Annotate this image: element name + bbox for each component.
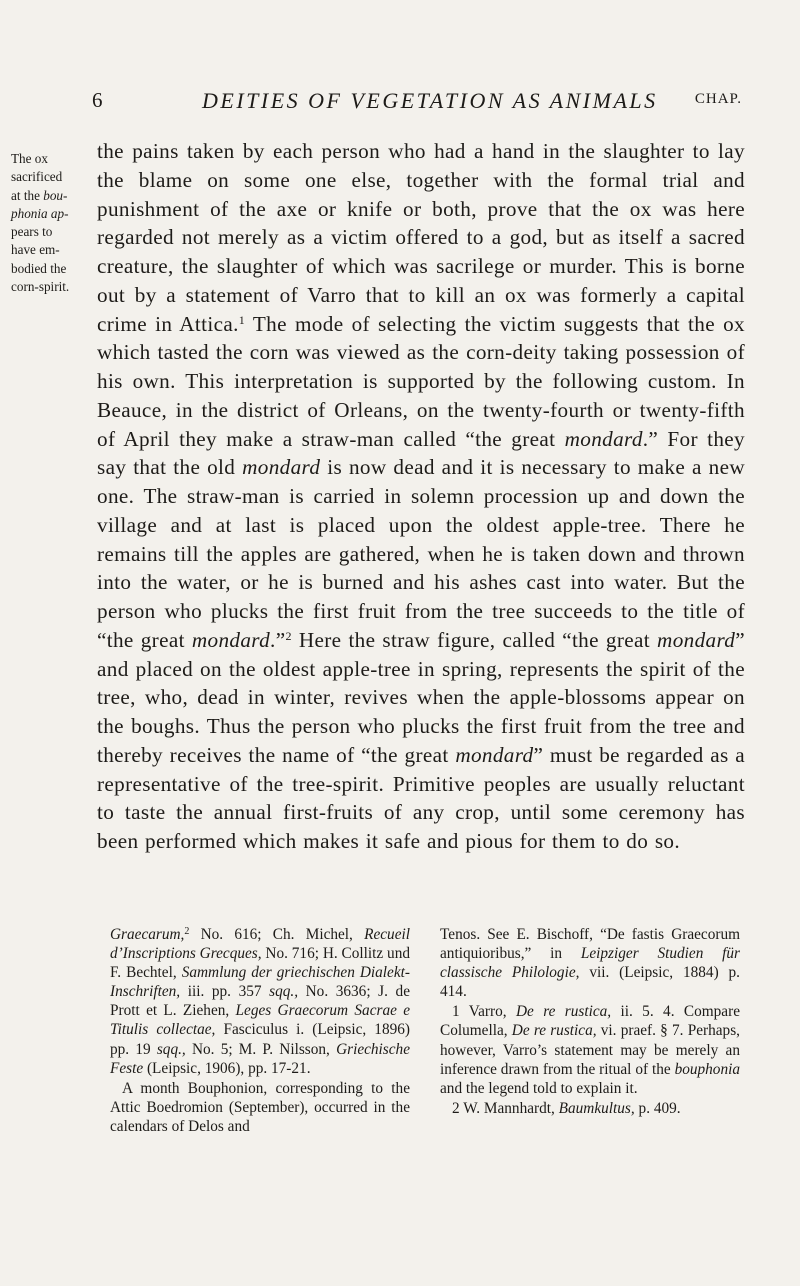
footnote-1: 1 Varro, De re rustica, ii. 5. 4. Compare Columella, De re rustica, vi. praef. § 7. Perhaps, however, Varro’s statement may be merely an inference drawn from the ritual of the bouphonia and the legend told to explain it.	[440, 1003, 740, 1097]
footnotes-right-column	[440, 925, 740, 1118]
marginal-note	[11, 150, 91, 296]
footnotes-left-column	[110, 925, 410, 1136]
marginal-note-line: have em-	[11, 242, 60, 258]
marginal-note-line: phonia ap-	[11, 205, 69, 221]
running-title: DEITIES OF VEGETATION AS ANIMALS	[202, 88, 658, 113]
chapter-label: CHAP.	[694, 91, 742, 107]
footnote-ref-1: 1	[238, 312, 246, 327]
footnote-continued: Graecarum,$^2$ No. 616; Ch. Michel, Recueil d’Inscriptions Grecques, No. 716; H. Collitz und F. Bechtel, Sammlung der griechischen Dialekt-Inschriften, iii. pp. 357 sqq., No. 3636; J. de Prott et L. Ziehen, Leges Graecorum Sacrae e Titulis collectae, Fasciculus i. (Leipsic, 1896) pp. 19 sqq., No. 5; M. P. Nilsson, Griechische Feste (Leipsic, 1906), pp. 17-21.	[110, 926, 410, 1077]
marginal-note-italic: bou-	[43, 187, 68, 203]
marginal-note-line: sacrificed	[11, 169, 63, 185]
footnote-ref-2: 2	[285, 628, 292, 643]
marginal-note-line: corn-spirit.	[11, 279, 70, 295]
marginal-note-line: pears to	[11, 224, 53, 240]
page-number: 6	[92, 88, 103, 112]
body-paragraph: the pains taken by each person who had a hand in the slaughter to lay the blame on some one else, together with the formal trial and punishment of the axe or knife or both, prove that the ox was here regarded not merely as a victim offered to a god, but as itself a sacred creature, the slaughter of which was sacrilege or murder. This is borne out by a statement of Varro that to kill an ox was formerly a capital crime in Attica.$^1$ The mode of selecting the victim suggests that the ox which tasted the corn was viewed as the corn-deity taking possession of his own. This interpretation is supported by the following custom. In Beauce, in the district of Orleans, on the twenty-fourth or twenty-fifth of April they make a straw-man called “the great mondard.” For they say that the old mondard is now dead and it is necessary to make a new one. The straw-man is carried in solemn procession up and down the village and at last is placed upon the oldest apple-tree. There he remains till the apples are gathered, when he is taken down and thrown into the water, or he is burned and his ashes cast into water. But the person who plucks the first fruit from the tree succeeds to the title of “the great mondard.”$^2$ Here the straw figure, called “the great mondard” and placed on the oldest apple-tree in spring, represents the spirit of the tree, who, dead in winter, revives when the apple-blossoms appear on the boughs. Thus the person who plucks the first fruit from the tree and thereby receives the name of “the great mondard” must be regarded as a representative of the tree-spirit. Primitive peoples are usually reluctant to taste the annual first-fruits of any crop, until some ceremony has been performed which makes it safe and pious for them to do so.	[97, 139, 746, 853]
footnote-paragraph: A month Bouphonion, corresponding to the Attic Boedromion (September), occurred in the calendars of Delos and	[110, 1079, 410, 1135]
footnote-continued: Tenos. See E. Bischoff, “De fastis Graecorum antiquioribus,” in Leipziger Studien für classische Philologie, vii. (Leipsic, 1884) p. 414.	[440, 926, 741, 1001]
footnote-2: 2 W. Mannhardt, Baumkultus, p. 409.	[452, 1099, 681, 1117]
marginal-note-line: The ox	[11, 151, 48, 166]
marginal-note-line: bodied the	[11, 260, 67, 276]
term-mondard: mondard	[564, 426, 643, 451]
marginal-note-line: at the bou-	[11, 187, 68, 203]
running-header	[92, 88, 742, 118]
